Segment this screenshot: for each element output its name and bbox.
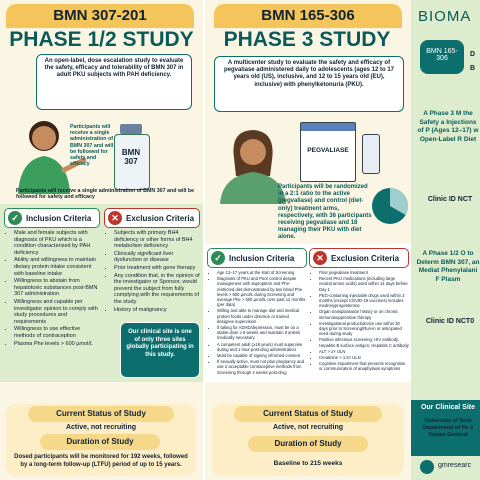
duration-value: Baseline to 215 weeks xyxy=(273,460,343,467)
inclusion-list xyxy=(207,270,307,376)
duration-value: Dosed participants will be monitored for 192 weeks, followed by a long-term follow-up (LTFU) period of up to 15 years. xyxy=(14,454,188,468)
criteria-item: • Subjects with primary BH4 deficiency or other forms of BH4 metabolism deficiency xyxy=(114,230,200,250)
criteria-item: • History of malignancy xyxy=(114,307,200,314)
criteria-item: • A competent adult (≥18 years) must supervise during and 1 hour post-drug administration xyxy=(217,342,307,352)
status-value: Active, not recruiting xyxy=(65,424,136,431)
x-mark-icon: ✕ xyxy=(313,251,327,265)
exclusion-header xyxy=(104,208,200,228)
study-tag: BMN 165-306 xyxy=(420,40,464,74)
criteria-item: • Willing and able to manage diet and medical protein foods under direction or trained designee supervision xyxy=(217,308,307,324)
check-icon: ✓ xyxy=(211,251,225,265)
box-label: PEGVALIASE xyxy=(307,147,349,154)
inclusion-header xyxy=(207,248,307,268)
criteria-item: • Investigational product/device use within 30 days prior to Screening/Run-in or anticipated need during study xyxy=(319,321,409,337)
study-description: An open-label, dose escalation study to evaluate the safety, efficacy and tolerability of BMN 307 in adult PKU subjects with PAH deficiency. xyxy=(36,54,192,110)
exclusion-list xyxy=(309,270,409,373)
criteria-item: • Recent PKU medications (including large neutral amino acids) used within 14 days before Day 1 xyxy=(319,276,409,292)
criteria-item: • Organ transplantation history or on chronic immunosuppressive therapy xyxy=(319,309,409,319)
criteria-item: • If taking for ADHD/depression, must be on a stable dose ≥ 8 weeks and maintain it unless medically necessary xyxy=(217,325,307,341)
site-note: Our clinical site is one of only three sites globally participating in this study. xyxy=(120,322,200,378)
inclusion-list xyxy=(4,230,100,348)
duration-title: Duration of Study xyxy=(40,434,160,450)
web-icon xyxy=(420,460,434,474)
criteria-item: • Clinically significant liver dysfunction or disease xyxy=(114,251,200,264)
site-title: Our Clinical Site xyxy=(420,404,476,411)
page-title: PHASE 1/2 STUDY xyxy=(9,28,194,51)
criteria-item: • Cognitive impairment that prevents recognition or communication of anaphylaxis symptoms xyxy=(319,361,409,371)
exclusion-list xyxy=(104,230,200,314)
logo: BIOMA xyxy=(418,8,472,25)
site-address: University of Sout Department of Pe 2 Tampa General xyxy=(422,418,474,438)
syringe-vial xyxy=(362,134,380,174)
criteria-item: • Diagnosis of PKU and Poor control despite management with sapropterin and Phe-restricted diet demonstrated by two blood Phe levels > 600 µmol/L during Screening and average Phe > 600 µmol/L over past 12 months (per data) xyxy=(217,276,307,307)
criteria-item: • Age 12–17 years at the start of Screening xyxy=(217,270,307,275)
inclusion-title: Inclusion Criteria xyxy=(26,213,92,223)
summary-text: A Phase 3 M the Safety a Injections of P (Ages 12–17) w Open-Label R Diet xyxy=(417,110,479,143)
criteria-item: • Ability and willingness to maintain dietary protein intake consistent with baseline intake xyxy=(14,257,100,277)
criteria-item: • Male and female subjects with diagnosis of PKU which is a condition characterized by PAH deficiency xyxy=(14,230,100,256)
bmn307-vial xyxy=(114,124,148,188)
study-code-tab: BMN 307-201 xyxy=(6,4,194,28)
criteria-item: • Any condition that, in the opinion of the investigator or Sponsor, would prevent the subject from fully complying with the requirements of the study xyxy=(114,273,200,306)
criteria-item: • Creatinine > 1.5× ULN xyxy=(319,355,409,360)
status-title: Current Status of Study xyxy=(28,406,174,422)
criteria-item: • Willingness to use effective methods of contraception xyxy=(14,326,100,339)
pegvaliase-box xyxy=(300,122,356,182)
pie-chart-icon xyxy=(370,186,410,226)
criteria-item: • ALT > 2× ULN xyxy=(319,349,409,354)
study-description: A multicenter study to evaluate the safety and efficacy of pegvaliase administered daily to adolescents (ages 12 to 17 years old (US), inclusive, and 12 to 15 years old (EU), inclusive) with phenylketonuria (PKU). xyxy=(214,56,404,112)
clinical-id: Clinic ID NCT xyxy=(427,196,473,203)
criteria-item: • Willingness to abstain from hepatotoxic substances post-BMN 307 administration xyxy=(14,278,100,298)
criteria-item: • Positive infectious screening: HIV antibody, Hepatitis B surface antigen, Hepatitis C antibody xyxy=(319,337,409,347)
status-title: Current Status of Study xyxy=(234,406,382,422)
exclusion-title: Exclusion Criteria xyxy=(331,253,400,263)
criteria-item: • Prior pegvaliase treatment xyxy=(319,270,409,275)
study-code-tab: BMN 165-306 xyxy=(214,4,402,28)
inclusion-header xyxy=(4,208,100,228)
inclusion-title: Inclusion Criteria xyxy=(229,253,295,263)
clinical-id: Clinic ID NCT0 xyxy=(425,318,475,325)
website-link[interactable]: gmresearc xyxy=(438,462,472,469)
randomization-note: Participants will be randomized in a 2:1 ratio to the active (pegvaliase) and control (diet-only) treatment arms, respectively, with 36 participants receiving pegvaliase and 18 managing their PKU with diet alone. xyxy=(278,184,372,241)
criteria-item: • Plasma Phe levels > 600 µmol/L xyxy=(14,341,100,348)
exclusion-title: Exclusion Criteria xyxy=(126,213,195,223)
criteria-item: • Must be capable of signing informed consent xyxy=(217,353,307,358)
x-mark-icon: ✕ xyxy=(108,211,122,225)
participants-note: Participants will receive a single administration of BMN 307 and will be followed for safety and efficacy xyxy=(70,124,114,168)
vial-label: BMN 307 xyxy=(121,148,141,166)
criteria-item: • Prior treatment with gene therapy xyxy=(114,265,200,272)
criteria-item: • Willingness and capable per investigator opinion to comply with study procedures and requirements xyxy=(14,299,100,325)
status-value: Active, not recruiting xyxy=(272,424,343,431)
criteria-item: • PEG-containing injectable drugs used within 3 months (except COVID-19 vaccines) includes medroxyprogesterone xyxy=(319,293,409,309)
summary-text: A Phase 1/2 O to Determ BMN 307, an Mediat Phenylalani F Plasm xyxy=(416,250,480,283)
criteria-item: • If sexually active, must not plan pregnancy and use 2 acceptable contraceptive methods from Screening through 4 weeks post-drug xyxy=(217,359,307,375)
page-title: PHASE 3 STUDY xyxy=(223,28,391,51)
duration-title: Duration of Study xyxy=(248,436,368,452)
check-icon: ✓ xyxy=(8,211,22,225)
exclusion-header xyxy=(309,248,409,268)
participants-note-footer: Participants will receive a single administration of BMN 307 and will be followed for safety and efficacy xyxy=(16,188,195,201)
side-initials: D B xyxy=(470,51,476,72)
